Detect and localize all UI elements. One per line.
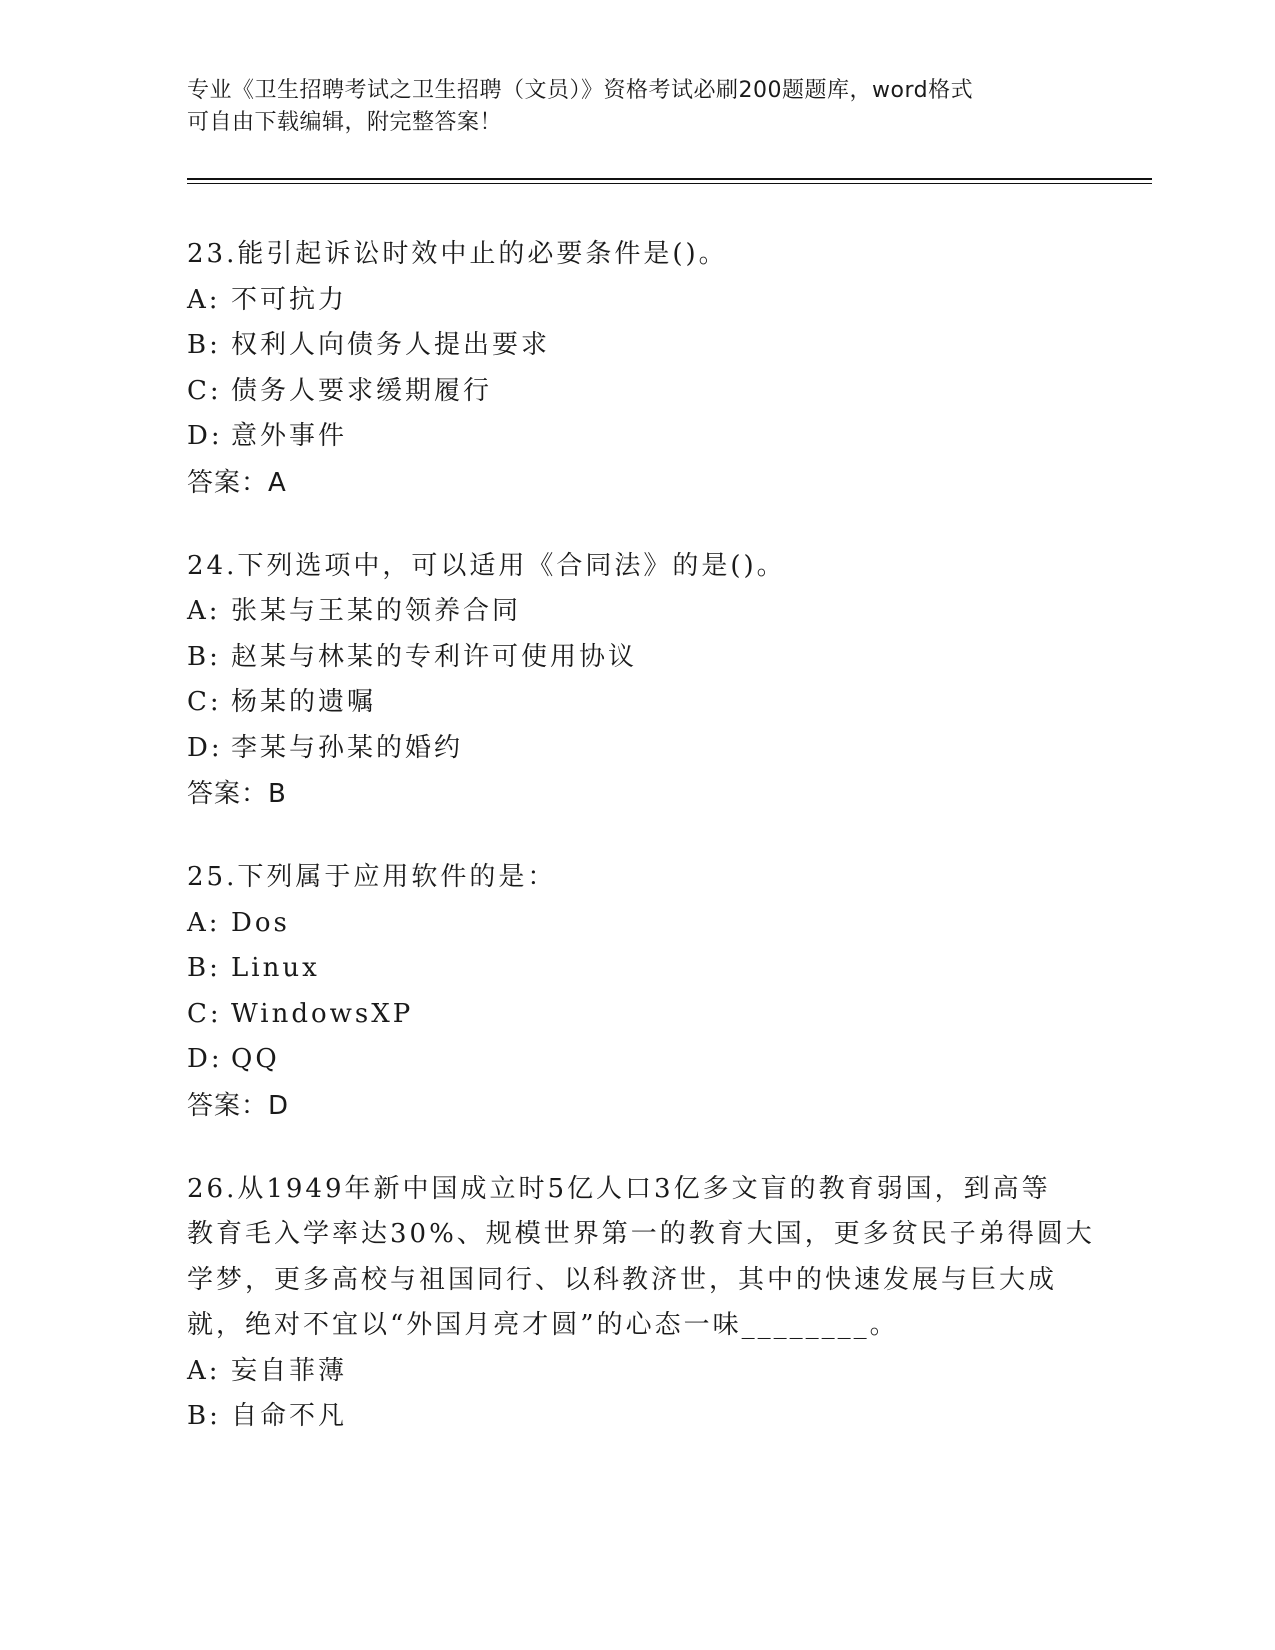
option-letter: D: (187, 421, 223, 451)
header-line-2: 可自由下载编辑，附完整答案！ (187, 110, 503, 135)
question-stem-line: 教育毛入学率达30%、规模世界第一的教育大国，更多贫民子弟得圆大 (187, 1219, 1095, 1249)
option-d (187, 1037, 1087, 1083)
option-b (187, 323, 1087, 369)
question-stem: 23.能引起诉讼时效中止的必要条件是()。 (187, 239, 728, 269)
option-text: 杨某的遗嘱 (231, 687, 377, 717)
option-letter: A: (187, 1355, 221, 1386)
option-letter: B: (187, 953, 221, 983)
option-text: 赵某与林某的专利许可使用协议 (231, 641, 638, 672)
question-stem-line: 26.从1949年新中国成立时5亿人口3亿多文盲的教育弱国，到高等 (187, 1173, 1051, 1204)
option-c (187, 369, 1087, 415)
option-a (187, 1349, 1087, 1395)
option-letter: A: (187, 284, 221, 315)
option-text: QQ (231, 1044, 280, 1074)
option-letter: B: (187, 330, 221, 360)
answer-label: 答案：A (187, 467, 287, 498)
option-text: 不可抗力 (231, 284, 348, 315)
question-stem: 25.下列属于应用软件的是： (187, 862, 557, 892)
header-divider (187, 178, 1152, 180)
option-c (187, 680, 1087, 726)
option-text: 意外事件 (231, 421, 348, 451)
option-text: 权利人向债务人提出要求 (231, 330, 551, 360)
option-a (187, 901, 1087, 947)
option-d (187, 414, 1087, 460)
option-letter: C: (187, 998, 222, 1029)
header-divider-thin (187, 183, 1152, 184)
question-23 (187, 232, 1087, 506)
question-26 (187, 1167, 1095, 1440)
answer-label: 答案：D (187, 1090, 290, 1121)
option-letter: D: (187, 732, 223, 763)
option-text: Linux (231, 953, 320, 983)
option-b (187, 635, 1087, 681)
header-line-1: 专业《卫生招聘考试之卫生招聘（文员）》资格考试必刷200题题库，word格式 (187, 78, 974, 103)
option-a (187, 278, 1087, 324)
option-text: 债务人要求缓期履行 (231, 375, 493, 406)
option-text: 李某与孙某的婚约 (231, 732, 464, 763)
question-24 (187, 544, 1087, 818)
option-c (187, 992, 1087, 1038)
document-header (187, 75, 1067, 139)
option-letter: D: (187, 1044, 223, 1074)
question-stem: 24.下列选项中，可以适用《合同法》的是()。 (187, 550, 786, 581)
option-text: 妄自菲薄 (231, 1355, 348, 1386)
answer-label: 答案：B (187, 779, 287, 809)
option-letter: A: (187, 596, 221, 626)
option-text: WindowsXP (231, 998, 414, 1029)
option-letter: C: (187, 375, 222, 406)
question-list (187, 232, 1095, 1478)
question-stem-line: 学梦，更多高校与祖国同行、以科教济世，其中的快速发展与巨大成 (187, 1264, 1058, 1295)
option-b (187, 946, 1087, 992)
option-a (187, 589, 1087, 635)
question-stem-line: 就，绝对不宜以“外国月亮才圆”的心态一味________。 (187, 1310, 899, 1340)
option-letter: C: (187, 687, 222, 717)
option-d (187, 726, 1087, 772)
option-letter: B: (187, 1401, 221, 1431)
option-b (187, 1394, 1087, 1440)
option-text: 张某与王某的领养合同 (231, 596, 522, 626)
option-letter: B: (187, 641, 221, 672)
question-25 (187, 855, 1087, 1129)
option-letter: A: (187, 907, 221, 938)
option-text: Dos (231, 907, 290, 938)
option-text: 自命不凡 (231, 1401, 348, 1431)
